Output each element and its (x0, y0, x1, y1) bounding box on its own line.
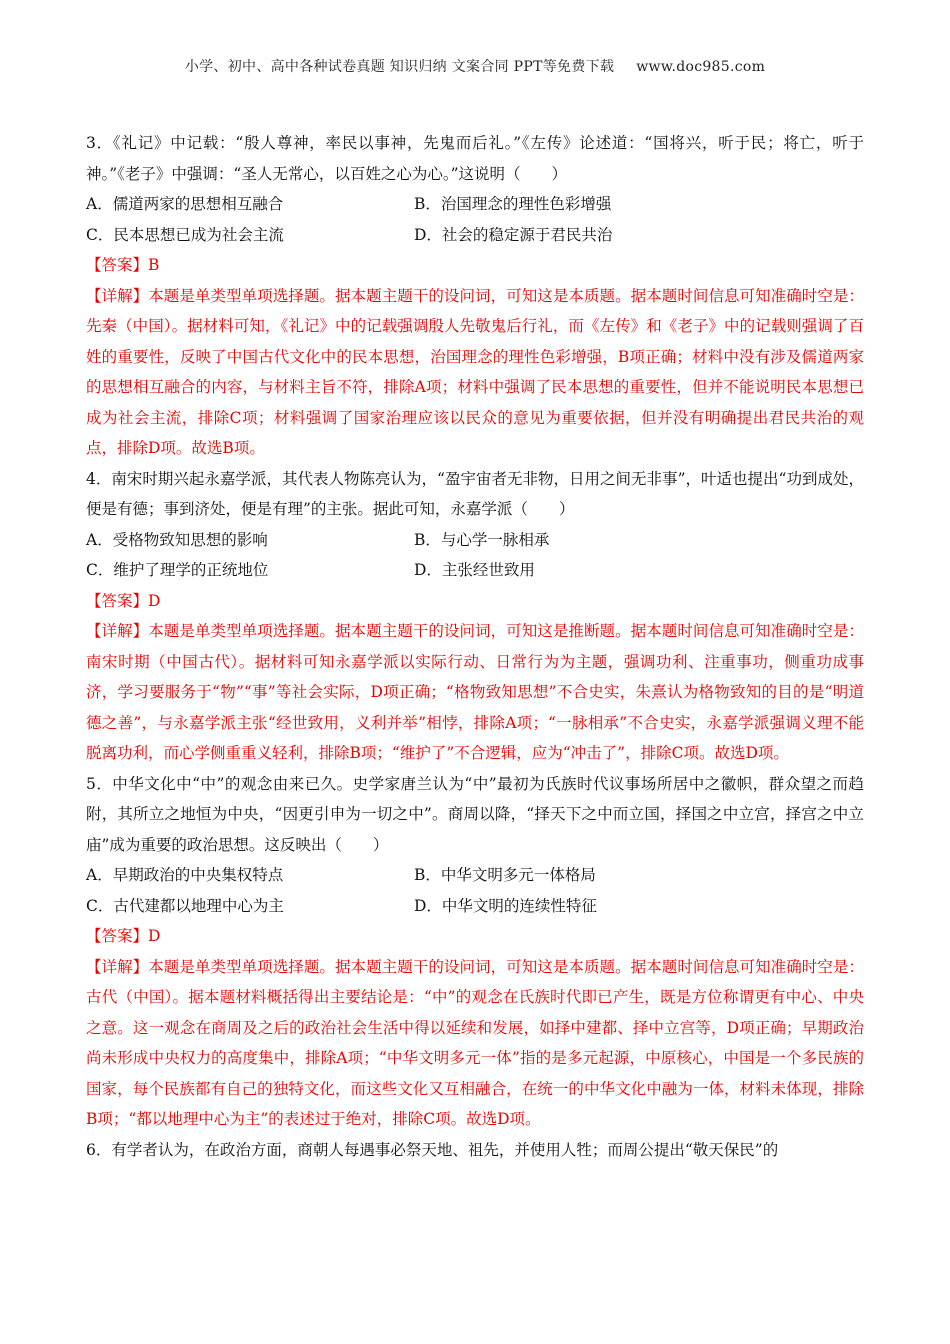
question-4 (86, 464, 864, 769)
question-5 (86, 769, 864, 1135)
question-3 (86, 128, 864, 464)
answer-line: 【答案】B (86, 256, 160, 274)
option-grid (86, 860, 864, 921)
header-site-link[interactable]: www.doc985.com (636, 59, 766, 75)
question-stem: 6．有学者认为，在政治方面，商朝人每遇事必祭天地、祖先，并使用人牲；而周公提出“敬天保民”的 (86, 1140, 779, 1159)
option-b: B．与心学一脉相承 (414, 530, 550, 549)
option-b: B．中华文明多元一体格局 (414, 866, 596, 884)
document-body (86, 128, 864, 1165)
answer-line: 【答案】D (86, 591, 161, 610)
option-c: C．古代建都以地理中心为主 (86, 896, 284, 915)
option-d: D．社会的稳定源于君民共治 (414, 225, 613, 244)
option-b: B．治国理念的理性色彩增强 (414, 195, 612, 213)
option-d: D．主张经世致用 (414, 561, 535, 579)
option-a: A．儒道两家的思想相互融合 (86, 195, 284, 213)
option-d: D．中华文明的连续性特征 (414, 896, 597, 915)
question-stem: 4．南宋时期兴起永嘉学派，其代表人物陈亮认为，“盈宇宙者无非物，日用之间无非事”，叶适也提出“功到成处，便是有德；事到济处，便是有理”的主张。据此可知，永嘉学派（ ） (86, 469, 864, 518)
header-text: 小学、初中、高中各种试卷真题 知识归纳 文案合同 PPT等免费下载 (184, 59, 615, 75)
analysis-text: 【详解】本题是单类型单项选择题。据本题主题干的设问词，可知这是推断题。据本题时间信息可知准确时空是：南宋时期（中国古代）。据材料可知永嘉学派以实际行动、日常行为为主题，强调功利、注重事功，侧重功成事济，学习要服务于“物”“事”等社会实际，D项正确；“格物致知思想”不合史实，朱熹认为格物致知的目的是“明道德之善”，与永嘉学派主张“经世致用，义利并举”相悖，排除A项；“一脉相承”不合史实，永嘉学派强调义理不能脱离功利，而心学侧重重义轻利，排除B项；“维护了”不合逻辑，应为“冲击了”，排除C项。故选D项。 (86, 622, 864, 762)
analysis-text: 【详解】本题是单类型单项选择题。据本题主题干的设问词，可知这是本质题。据本题时间信息可知准确时空是：古代（中国）。据本题材料概括得出主要结论是：“中”的观念在氏族时代即已产生，既是方位称谓更有中心、中央之意。这一观念在商周及之后的政治社会生活中得以延续和发展，如择中建都、择中立宫等，D项正确；早期政治尚未形成中央权力的高度集中，排除A项；“中华文明多元一体”指的是多元起源，中原核心，中国是一个多民族的国家，每个民族都有自己的独特文化，而这些文化又互相融合，在统一的中华文化中融为一体，材料未体现，排除B项；“都以地理中心为主”的表述过于绝对，排除C项。故选D项。 (86, 957, 864, 1128)
option-grid (86, 189, 864, 250)
option-c: C．维护了理学的正统地位 (86, 561, 269, 579)
question-stem: 5．中华文化中“中”的观念由来已久。史学家唐兰认为“中”最初为氏族时代议事场所居中之徽帜，群众望之而趋附，其所立之地恒为中央，“因更引申为一切之中”。商周以降，“择天下之中而立国，择国之中立宫，择宫之中立庙”成为重要的政治思想。这反映出（ ） (86, 774, 864, 854)
answer-line: 【答案】D (86, 927, 161, 945)
option-grid (86, 525, 864, 586)
analysis-text: 【详解】本题是单类型单项选择题。据本题主题干的设问词，可知这是本质题。据本题时间信息可知准确时空是：先秦（中国）。据材料可知，《礼记》中的记载强调殷人先敬鬼后行礼，而《左传》和《老子》中的记载则强调了百姓的重要性，反映了中国古代文化中的民本思想，治国理念的理性色彩增强，B项正确；材料中没有涉及儒道两家的思想相互融合的内容，与材料主旨不符，排除A项；材料中强调了民本思想的重要性，但并不能说明民本思想已成为社会主流，排除C项；材料强调了国家治理应该以民众的意见为重要依据，但并没有明确提出君民共治的观点，排除D项。故选B项。 (86, 286, 864, 457)
option-c: C．民本思想已成为社会主流 (86, 225, 284, 244)
page-header (0, 56, 950, 76)
option-a: A．早期政治的中央集权特点 (86, 866, 284, 884)
option-a: A．受格物致知思想的影响 (86, 530, 268, 549)
question-6 (86, 1135, 864, 1166)
question-stem: 3．《礼记》中记载：“殷人尊神，率民以事神，先鬼而后礼。”《左传》论述道：“国将兴，听于民；将亡，听于神。”《老子》中强调：“圣人无常心，以百姓之心为心。”这说明（ ） (86, 134, 864, 183)
